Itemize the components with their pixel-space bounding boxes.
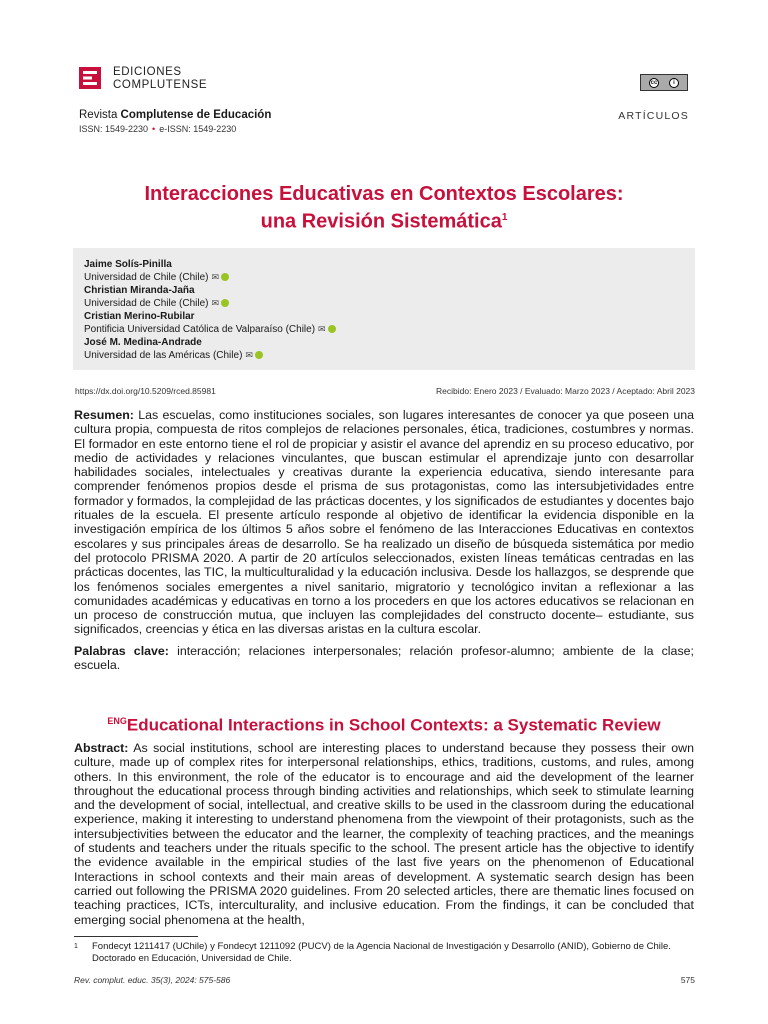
author-name: Jaime Solís-Pinilla xyxy=(84,259,172,270)
abstract-text: As social institutions, school are interesting places to understand because they possess their own culture, made up of complex rites for interpersonal relationships, ethics, traditions, customs, and rules, among others. In this environment, the role of the educator is to encourage and aid the development of the learner throughout the educational process through binding activities and relationships, which seek to stimulate learning and the development of social, intellectual, and creative skills to be used in the classroom during the educational experience, making it interesting to understand phenomena from the viewpoint of their protagonists, such as the intersubjectivities between the educator and the learner, the complexity of teaching practices, and the meanings of students and teachers under the rituals specific to the school. The present article has the objective to identify the evidence available in the empirical studies of the last five years on the phenomenon of Educational Interactions in school contexts and their main areas of development. A systematic search design has been carried out following the PRISMA 2020 guidelines. From 20 selected articles, there are thematic lines focused on teaching practices, ICTs, interculturality, and inclusive education. From the findings, it can be concluded that emerging social phenomena at the health, xyxy=(74,741,694,927)
author-name: Christian Miranda-Jaña xyxy=(84,285,195,296)
abstract-paragraph xyxy=(74,741,694,927)
journal-title xyxy=(79,109,271,121)
citation-footer: Rev. complut. educ. 35(3), 2024: 575-586 xyxy=(74,975,231,985)
orcid-icon[interactable] xyxy=(221,273,229,281)
author-1 xyxy=(84,259,229,284)
eissn: e-ISSN: 1549-2230 xyxy=(159,124,237,134)
issn-line xyxy=(79,124,236,134)
cc-by-icon[interactable]: cc i xyxy=(640,74,688,91)
author-2 xyxy=(84,285,229,310)
resumen-text: Las escuelas, como instituciones sociales, son lugares interesantes de conocer ya que poseen una cultura propia, compuesta de ritos complejos de relaciones personales, ética, tradiciones, costumbres y normas. El formador en este entorno tiene el rol de propiciar y asistir el avance del aprendiz en su proceso educativo, por medio de actividades y relaciones vinculantes, que buscan estimular el aprendizaje junto con desarrollar habilidades sociales, intelectuales y creativas durante la experiencia educativa, siendo interesante para comprender fenómenos propios desde el prisma de sus protagonistas, como las intersubjetividades entre formador y formados, la complejidad de las prácticas docentes, y los significados de estudiantes y docentes bajo rituales de la escuela. El presente artículo responde al objetivo de identificar la evidencia disponible en la investigación empírica de los últimos 5 años sobre el fenómeno de las Interacciones Educativas en contextos escolares y sus principales áreas de desarrollo. Se ha realizado un diseño de búsqueda sistemática por medio del protocolo PRISMA 2020. A partir de 20 artículos seleccionados, existen líneas temáticas centradas en las prácticas docentes, las TIC, la multiculturalidad y la educación inclusiva. Desde los hallazgos, se desprende que los fenómenos sociales emergentes a nivel sanitario, migratorio y tecnológico invitan a reflexionar a las comunidades académicas y educativas en torno a los proceders en que los actores educativos se relacionan en un proceso de construcción mutua, que incluyen las complejidades del constructo docente– estudiante, sus significados, creencias y ética en las diversas aristas en la cultura escolar. xyxy=(74,408,694,637)
orcid-icon[interactable] xyxy=(328,325,336,333)
issn: ISSN: 1549-2230 xyxy=(79,124,149,134)
orcid-icon[interactable] xyxy=(255,351,263,359)
keywords-label: Palabras clave: xyxy=(74,644,169,658)
orcid-icon[interactable] xyxy=(221,299,229,307)
mail-icon[interactable]: ✉ xyxy=(211,272,220,282)
keywords-paragraph xyxy=(74,644,694,673)
abstract-label: Abstract: xyxy=(74,741,129,755)
resumen-label: Resumen: xyxy=(74,408,134,422)
footnote-text: Fondecyt 1211417 (UChile) y Fondecyt 1211092 (PUCV) de la Agencia Nacional de Investigación y Desarrollo (ANID), Gobierno de Chile. Doctorado en Educación, Universidad de Chile. xyxy=(92,941,671,964)
mail-icon[interactable]: ✉ xyxy=(245,350,253,360)
english-title: $^{ENG}$Educational Interactions in School Contexts: a Systematic Review xyxy=(107,715,661,735)
page-number: 575 xyxy=(680,975,695,985)
separator-dot: • xyxy=(152,124,156,134)
journal-prefix: Revista xyxy=(79,109,121,121)
author-affiliation: Universidad de las Américas (Chile) ✉ xyxy=(84,349,263,362)
author-4 xyxy=(84,337,263,362)
publisher-line-2: COMPLUTENSE xyxy=(113,78,208,91)
author-affiliation: Universidad de Chile (Chile) ✉ xyxy=(84,271,229,284)
keywords-text: interacción; relaciones interpersonales; relación profesor-alumno; ambiente de la clase; escuela. xyxy=(74,644,694,673)
submission-dates: Recibido: Enero 2023 / Evaluado: Marzo 2023 / Aceptado: Abril 2023 xyxy=(436,386,695,396)
author-affiliation: Universidad de Chile (Chile) ✉ xyxy=(84,297,229,310)
footnote-divider xyxy=(74,936,198,937)
mail-icon[interactable]: ✉ xyxy=(211,298,220,308)
publisher-name xyxy=(113,66,207,91)
publisher-logo-icon xyxy=(79,67,101,89)
publisher-line-1: EDICIONES xyxy=(113,66,182,78)
language-tag: ENG xyxy=(107,716,127,726)
title-footnote-mark[interactable]: 1 xyxy=(501,212,508,223)
mail-icon[interactable]: ✉ xyxy=(318,324,326,334)
author-3 xyxy=(84,311,336,336)
article-title xyxy=(79,183,689,234)
section-label: ARTÍCULOS xyxy=(618,110,689,122)
author-affiliation: Pontificia Universidad Católica de Valparaíso (Chile) ✉ xyxy=(84,323,336,336)
author-name: Cristian Merino-Rubilar xyxy=(84,311,195,322)
title-line-2: una Revisión Sistemática$^1$ xyxy=(260,210,508,233)
footnote xyxy=(74,941,694,964)
author-name: José M. Medina-Andrade xyxy=(84,337,202,348)
resumen-paragraph xyxy=(74,408,694,637)
journal-name: Complutense de Educación xyxy=(120,109,272,121)
footnote-number: 1 xyxy=(74,943,78,950)
title-line-1: Interacciones Educativas en Contextos Escolares: xyxy=(144,183,624,205)
doi-link[interactable]: https://dx.doi.org/10.5209/rced.85981 xyxy=(75,386,216,396)
